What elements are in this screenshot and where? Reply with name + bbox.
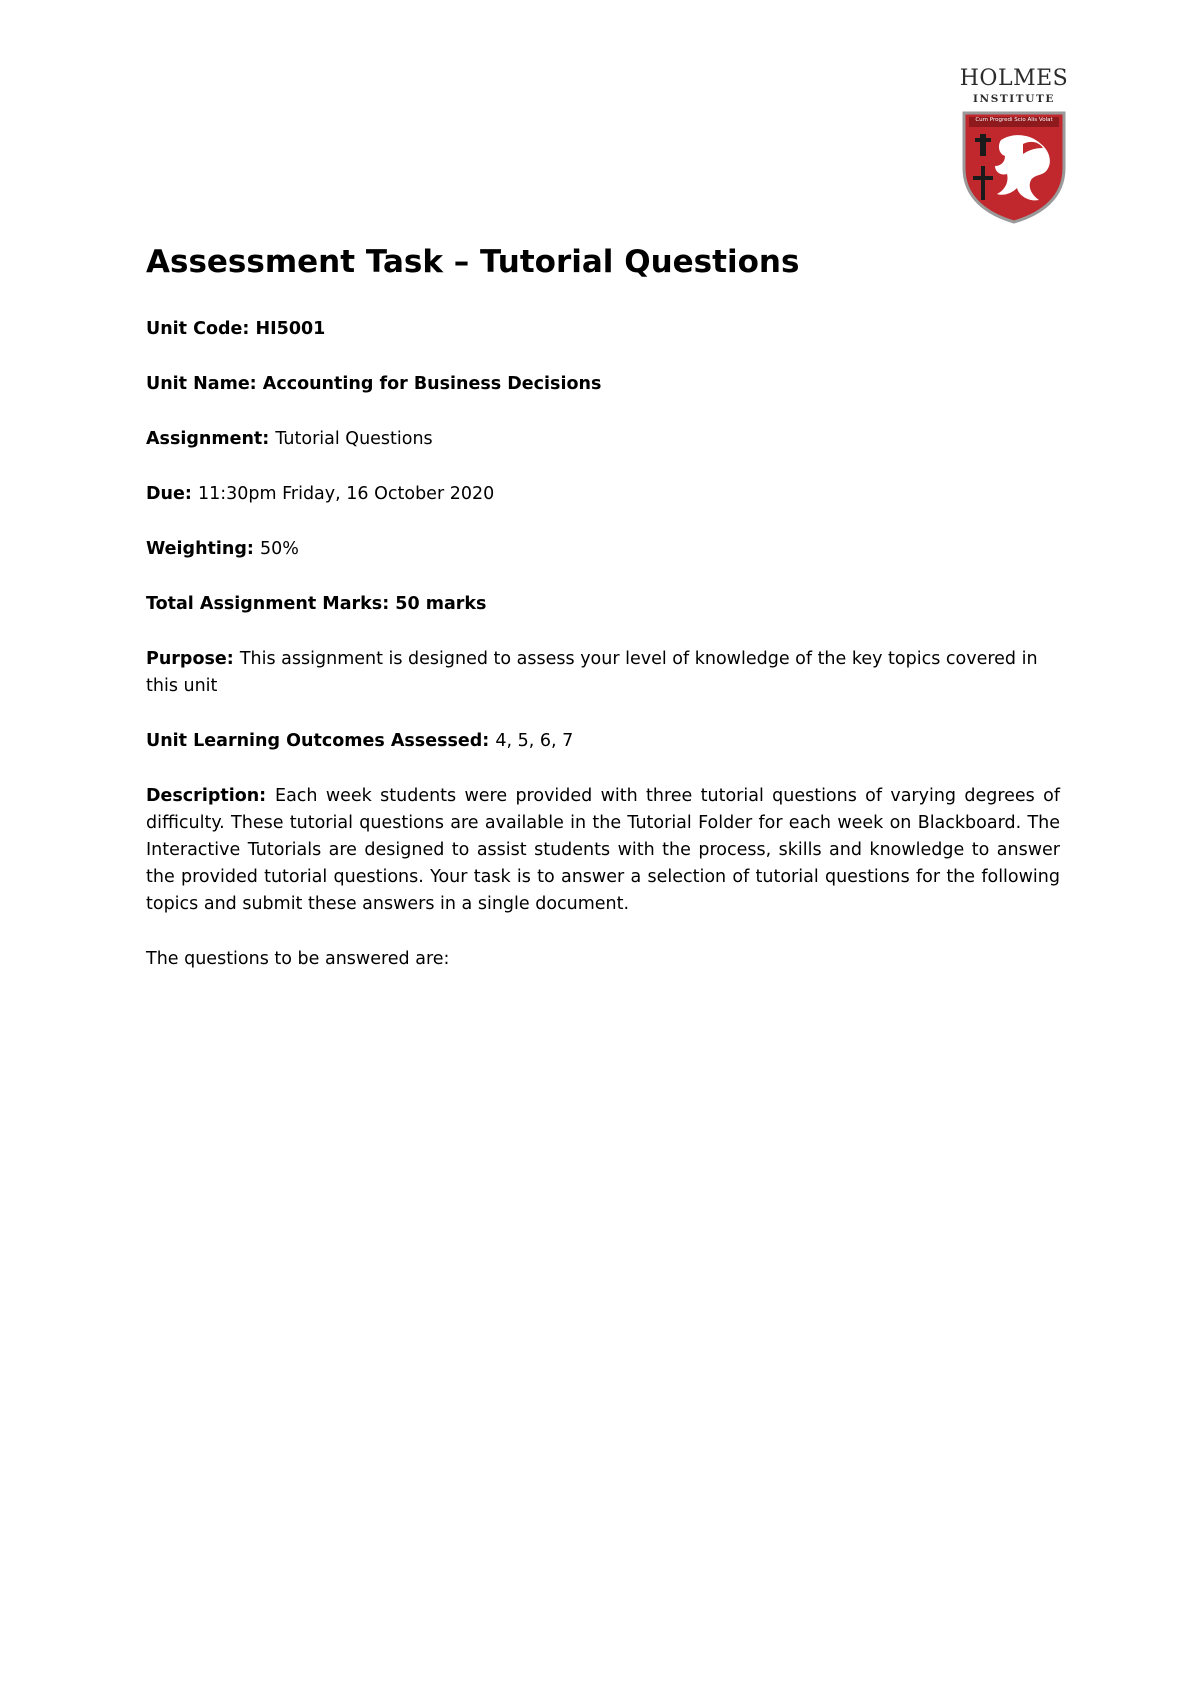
unit-name-label: Unit Name:: [146, 374, 263, 394]
purpose-label: Purpose:: [146, 649, 240, 669]
page-title: Assessment Task – Tutorial Questions: [146, 244, 800, 280]
holmes-institute-logo: [955, 66, 1073, 224]
logo-name: HOLMES: [959, 66, 1069, 91]
unit-code-line: [146, 316, 1060, 343]
due-line: [146, 481, 1060, 508]
purpose-value: This assignment is designed to assess your level of knowledge of the key topics covered in this unit: [146, 649, 1038, 696]
document-body: [146, 238, 1060, 1001]
assignment-label: Assignment:: [146, 429, 276, 449]
outcomes-value: 4, 5, 6, 7: [495, 731, 574, 751]
description-label: Description:: [146, 786, 276, 806]
outcomes-line: [146, 728, 1060, 755]
total-marks-label: Total Assignment Marks:: [146, 594, 396, 614]
logo-subtitle: INSTITUTE: [972, 93, 1055, 105]
unit-code-value: HI5001: [255, 319, 326, 339]
due-value: 11:30pm Friday, 16 October 2020: [197, 484, 495, 504]
griffin-shield-icon: [961, 110, 1067, 224]
unit-name-value: Accounting for Business Decisions: [262, 374, 602, 394]
description-value: Each week students were provided with three tutorial questions of varying degrees of difficulty. These tutorial questions are available in the Tutorial Folder for each week on Blackboard. The Interactive Tutorials are designed to assist students with the process, skills and knowledge to answer the provided tutorial questions. Your task is to answer a selection of tutorial questions for the following topics and submit these answers in a single document.: [146, 786, 1060, 914]
closing-line: The questions to be answered are:: [146, 949, 450, 969]
due-label: Due:: [146, 484, 198, 504]
weighting-label: Weighting:: [146, 539, 260, 559]
logo-motto: Cum Progredi Scio Alis Volat: [975, 117, 1053, 123]
unit-code-label: Unit Code:: [146, 319, 256, 339]
total-marks-value: 50 marks: [395, 594, 487, 614]
description-paragraph: [146, 783, 1060, 918]
assignment-value: Tutorial Questions: [275, 429, 433, 449]
purpose-line: [146, 646, 1060, 700]
weighting-value: 50%: [259, 539, 299, 559]
weighting-line: [146, 536, 1060, 563]
assignment-line: [146, 426, 1060, 453]
unit-name-line: [146, 371, 1060, 398]
outcomes-label: Unit Learning Outcomes Assessed:: [146, 731, 496, 751]
total-marks-line: [146, 591, 1060, 618]
